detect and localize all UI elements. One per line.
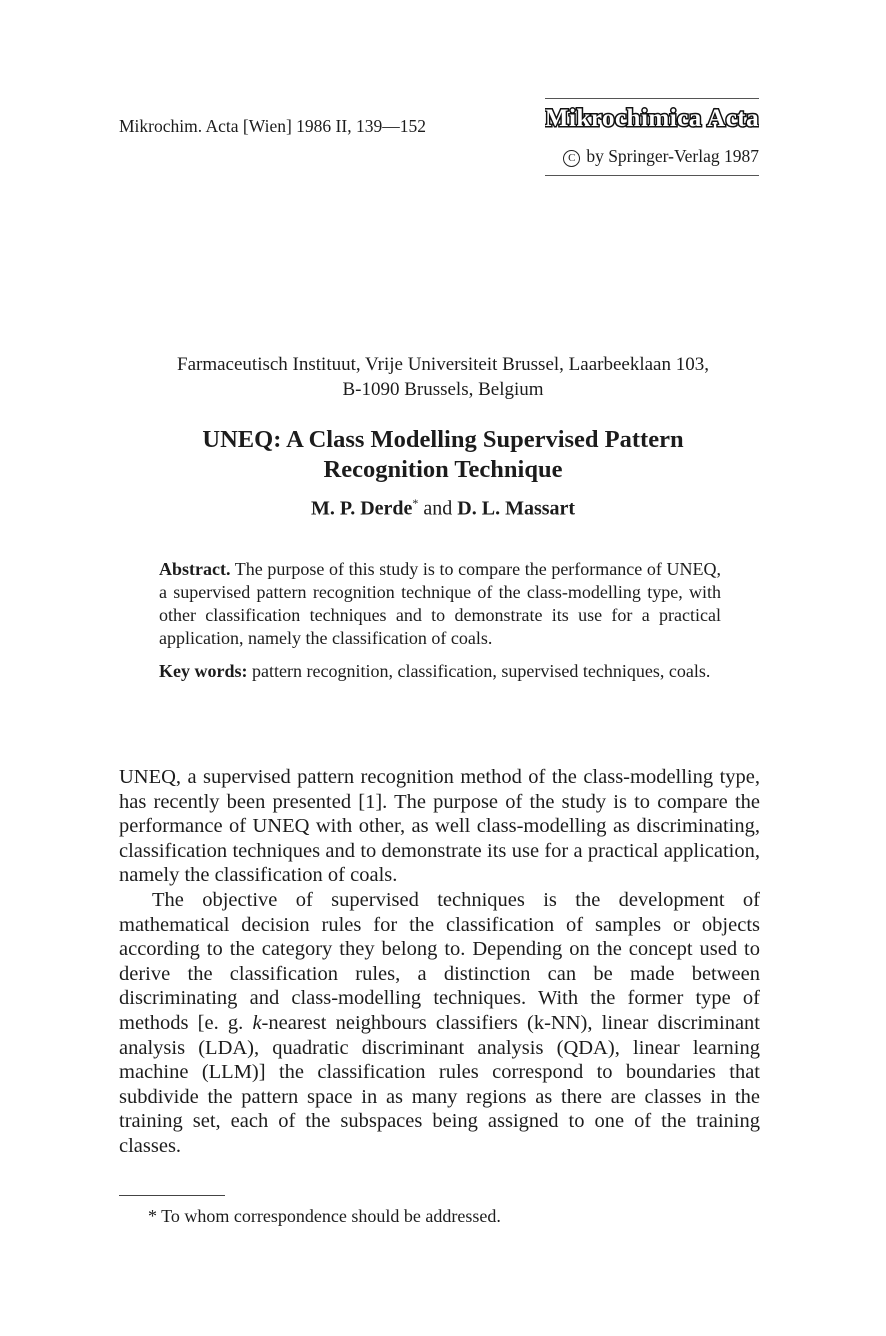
keywords-label: Key words: (159, 661, 248, 681)
keywords-paragraph (159, 660, 721, 683)
footnote-rule (119, 1195, 225, 1196)
author-1: M. P. Derde (310, 497, 413, 520)
paper-title (100, 425, 786, 485)
copyright-text: by Springer-Verlag 1987 (586, 146, 759, 166)
copyright-icon: C (563, 150, 580, 167)
copyright-line (545, 146, 759, 167)
title-line-2: Recognition Technique (323, 456, 563, 483)
body-paragraph-2 (119, 888, 760, 1159)
author-2: D. L. Massart (457, 497, 576, 520)
journal-logo (545, 104, 759, 132)
affiliation-line-1: Farmaceutisch Instituut, Vrije Universiteit Brussel, Laarbeeklaan 103, (177, 354, 709, 375)
header-rule-top (545, 98, 759, 99)
header-rule-bottom (545, 175, 759, 176)
title-line-1: UNEQ: A Class Modelling Supervised Pattern (202, 426, 684, 453)
body-paragraph-1: UNEQ, a supervised pattern recognition method of the class-modelling type, has recently been presented [1]. The purpose of the study is to compare the performance of UNEQ with other, as well class-modelling as discriminating, classification techniques and to demonstrate its use for a practical application, namely the classification of coals. (119, 766, 760, 887)
keywords-text: pattern recognition, classification, supervised techniques, coals. (247, 661, 711, 681)
svg-text:Mikrochimica Acta: Mikrochimica Acta (545, 105, 759, 132)
footnote (148, 1206, 501, 1227)
affiliation-line-2: B-1090 Brussels, Belgium (342, 379, 544, 400)
body-paragraph-2-part-1: The objective of supervised techniques is the development of mathematical decision rules for the classification of samples or objects according to the category they belong to. Depending on the concept used to derive the classification rules, a distinction can be made between discriminating and class-modelling techniques. With the former type of methods [e. g. (119, 888, 760, 1034)
journal-citation: Mikrochim. Acta [Wien] 1986 II, 139—152 (119, 116, 426, 136)
abstract-text: The purpose of this study is to compare the performance of UNEQ, a supervised pattern recognition technique of the class-modelling type, with other classification techniques and to demonstrate its use for a practical application, namely the classification of coals. (159, 559, 721, 648)
body-text (119, 765, 760, 1159)
footnote-text: To whom correspondence should be addressed. (157, 1206, 501, 1226)
body-paragraph-2-part-2: -nearest neighbours classifiers (k-NN), linear discriminant analysis (LDA), quadratic discriminant analysis (QDA), linear learning machine (LLM)] the classification rules correspond to boundaries that subdivide the pattern space in as many regions as there are classes in the training set, each of the subspaces being assigned to one of the training classes. (119, 1011, 760, 1157)
abstract-paragraph (159, 558, 721, 650)
italic-k: k (252, 1011, 262, 1034)
author-1-footnote-mark: * (412, 496, 419, 510)
abstract-block (159, 558, 721, 683)
affiliation (100, 352, 786, 402)
footnote-mark: * (148, 1206, 157, 1226)
authors (100, 496, 786, 521)
authors-conjunction: and (418, 497, 458, 520)
abstract-label: Abstract. (159, 559, 231, 579)
